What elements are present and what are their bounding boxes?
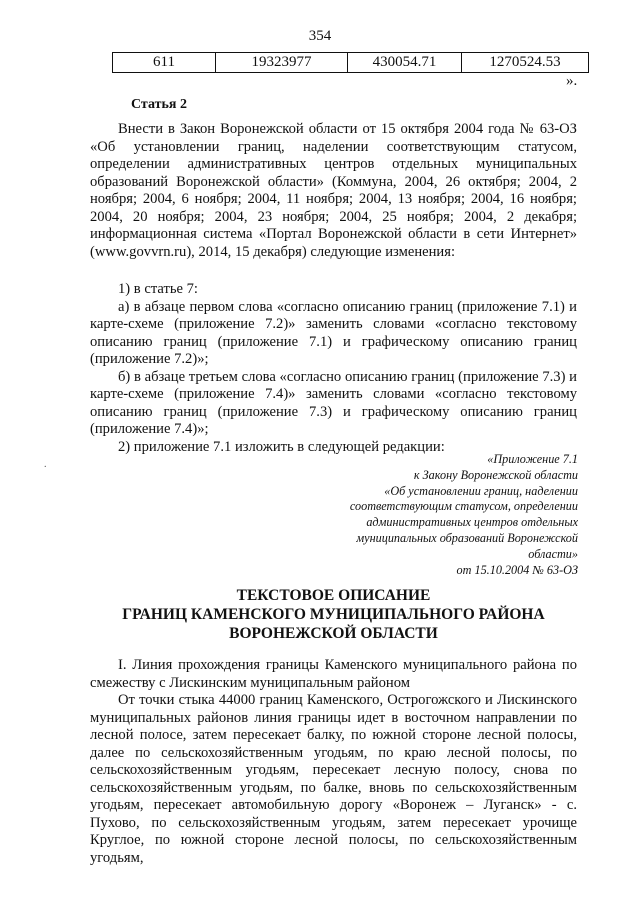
amendment-item: б) в абзаце третьем слова «согласно описанию границ (приложение 7.3) и карте-схеме (приложение 7.4)» заменить словами «согласно текстовому описанию границ (приложение 7.3) и графическому описанию границ (приложение 7.4)»; <box>90 368 577 437</box>
amendment-item: 1) в статье 7: <box>118 281 198 297</box>
closing-quote: ». <box>566 73 578 89</box>
table-cell-value: 19323977 <box>216 53 348 73</box>
amendment-item: 2) приложение 7.1 изложить в следующей редакции: <box>118 438 445 455</box>
document-title-line: ВОРОНЕЖСКОЙ ОБЛАСТИ <box>229 625 438 642</box>
article-heading: Статья 2 <box>131 97 187 112</box>
document-title-line: ГРАНИЦ КАМЕНСКОГО МУНИЦИПАЛЬНОГО РАЙОНА <box>122 606 545 623</box>
table-row <box>113 53 589 73</box>
amendment-item: а) в абзаце первом слова «согласно описанию границ (приложение 7.1) и карте-схеме (приложение 7.2)» заменить словами «согласно текстовому описанию границ (приложение 7.1) и графическому описанию границ (приложение 7.2)»; <box>90 298 577 367</box>
appendix-note-line: муниципальных образований Воронежской <box>356 530 578 545</box>
intro-block <box>90 121 577 261</box>
section-heading: I. Линия прохождения границы Каменского муниципального района по смежеству с Лискинским муниципальным районом <box>90 657 577 691</box>
page-number: 354 <box>308 28 332 44</box>
table-cell-y: 1270524.53 <box>462 53 589 73</box>
appendix-note-line: «Приложение 7.1 <box>487 452 578 466</box>
body-paragraph: От точки стыка 44000 границ Каменского, Острогожского и Лискинского муниципальных районов линия границы идет в восточном направлении по лесной полосе, затем пересекает балку, по южной стороне лесной полосы, далее по сельскохозяйственным угодьям, по краю лесной полосы, по сельскохозяйственным угодьям, пересекает лесную полосу, снова по сельскохозяйственным угодьям, по балке, вновь по сельскохозяйственным угодьям, пересекает автомобильную дорогу «Воронеж – Луганск» - с. Пухово, по сельскохозяйственным угодьям, затем пересекает урочище Круглое, по южной стороне лесной полосы, по сельскохозяйственным угодьям, <box>90 692 577 866</box>
coordinates-table <box>112 52 589 73</box>
appendix-note-line: «Об установлении границ, наделении <box>384 483 578 498</box>
appendix-note-line: области» <box>528 546 578 561</box>
appendix-note-line: административных центров отдельных <box>366 515 578 530</box>
appendix-note-line: соответствующим статусом, определении <box>349 499 578 514</box>
scan-speck: . <box>44 459 47 470</box>
intro-paragraph: Внести в Закон Воронежской области от 15 октября 2004 года № 63-ОЗ «Об установлении границ, наделении соответствующим статусом, определении административных центров отдельных муниципальных образований Воронежской области» (Коммуна, 2004, 26 октября; 2004, 2 ноября; 2004, 6 ноября; 2004, 11 ноября; 2004, 13 ноября; 2004, 16 ноября; 2004, 20 ноября; 2004, 23 ноября; 2004, 25 ноября; 2004, 2 декабря; информационная система «Портал Воронежской области в сети Интернет» (www.govvrn.ru), 2014, 15 декабря) следующие изменения: <box>90 121 577 260</box>
appendix-note <box>298 452 578 578</box>
table-cell-x: 430054.71 <box>348 53 462 73</box>
amendments-list <box>90 281 577 456</box>
appendix-note-line: к Закону Воронежской области <box>413 467 578 482</box>
appendix-note-line: от 15.10.2004 № 63-ОЗ <box>456 562 578 577</box>
document-title-line: ТЕКСТОВОЕ ОПИСАНИЕ <box>236 587 431 604</box>
table-cell-point: 611 <box>113 53 216 73</box>
document-title <box>90 586 577 643</box>
body-text <box>90 657 577 867</box>
